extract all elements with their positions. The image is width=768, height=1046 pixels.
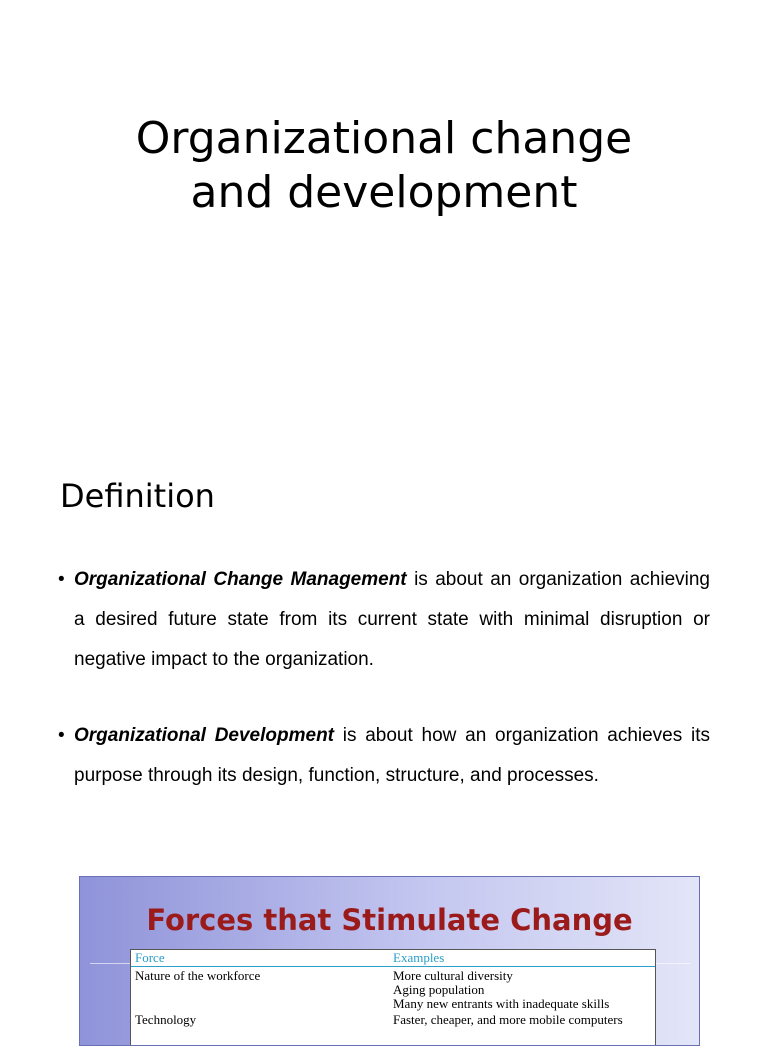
document-title [0, 112, 768, 220]
bullet-text: is about how an organization achieves its purpose through its design, function, structure, and processes. [74, 725, 710, 786]
list-item [58, 716, 710, 796]
bullet-term: Organizational Development [74, 725, 335, 746]
example-item: Faster, cheaper, and more mobile computers [393, 1012, 623, 1027]
example-item: More cultural diversity [393, 968, 513, 983]
table-row [131, 1011, 655, 1046]
embedded-slide-image [79, 876, 700, 1046]
table-header-force: Force [135, 950, 165, 965]
table-cell-force: Nature of the workforce [135, 968, 261, 983]
title-line-1: Organizational change [135, 113, 633, 164]
definition-list [58, 560, 710, 796]
forces-table [130, 949, 656, 1046]
bullet-icon: • [58, 725, 65, 746]
table-cell-examples [393, 969, 609, 1011]
example-item: Many new entrants with inadequate skills [393, 996, 610, 1011]
table-row [131, 967, 655, 1011]
list-item [58, 560, 710, 680]
table-cell-examples [393, 1013, 623, 1027]
table-header-examples: Examples [393, 950, 445, 965]
title-line-2: and development [190, 167, 578, 218]
bullet-term: Organizational Change Management [74, 569, 407, 590]
bullet-icon: • [58, 569, 65, 590]
table-cell-force: Technology [135, 1012, 197, 1027]
example-item: Aging population [393, 982, 485, 997]
slide-title: Forces that Stimulate Change [146, 903, 633, 937]
section-heading: Definition [60, 477, 215, 515]
table-header-row [131, 950, 655, 967]
bullet-text: is about an organization achieving a desired future state from its current state with minimal disruption or negative impact to the organization. [74, 569, 710, 670]
